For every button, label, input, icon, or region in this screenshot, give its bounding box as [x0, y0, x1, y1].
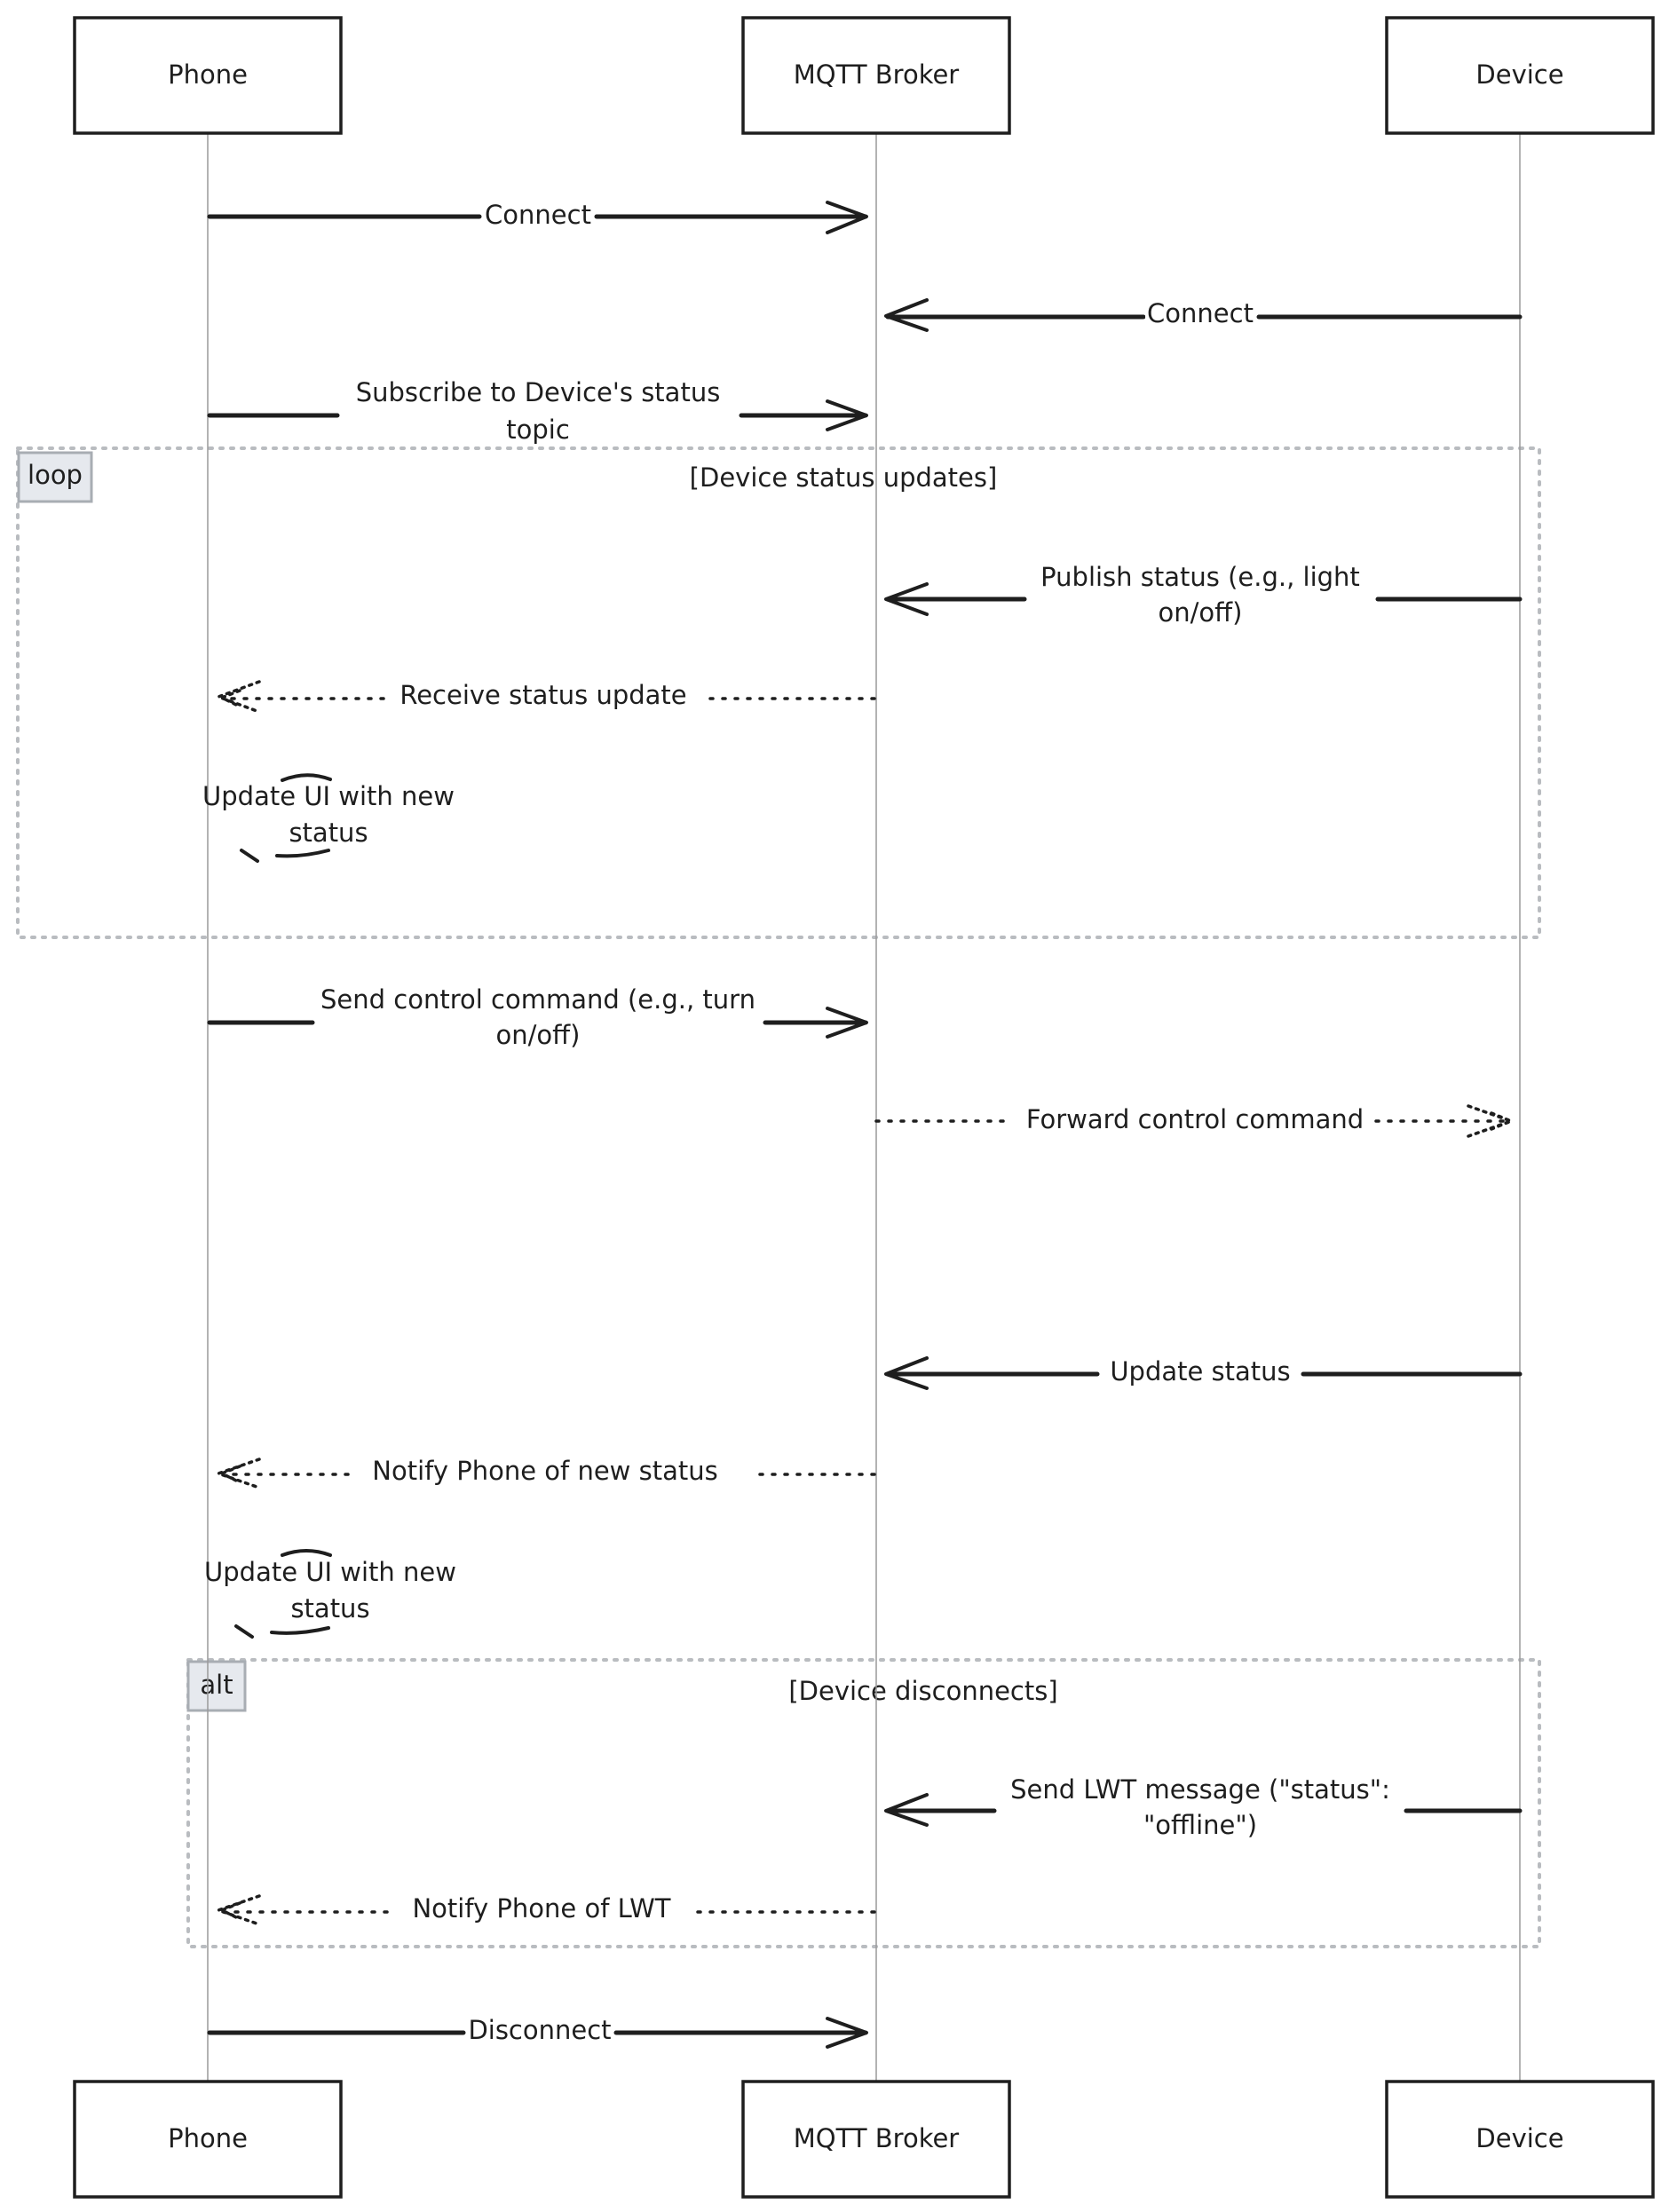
message-label-line2: "offline"): [1143, 1810, 1258, 1840]
message-self-update-ui-2: [204, 1551, 456, 1637]
self-message-line2: status: [290, 1593, 370, 1623]
participant-broker-bottom: [743, 2082, 1009, 2197]
message-label-line1: Publish status (e.g., light: [1040, 562, 1360, 592]
message-receive-status: [218, 680, 874, 712]
message-label: Notify Phone of LWT: [412, 1893, 671, 1924]
message-label: Connect: [485, 200, 591, 230]
self-message-line1: Update UI with new: [202, 781, 455, 811]
message-label: Update status: [1110, 1356, 1291, 1386]
message-subscribe: [210, 377, 866, 445]
loop-frame: [18, 448, 1539, 937]
message-label: Disconnect: [468, 2015, 612, 2045]
participant-device-bottom: [1387, 2082, 1653, 2197]
message-label: Notify Phone of new status: [372, 1456, 718, 1486]
participant-label: Device: [1475, 2123, 1564, 2153]
message-device-connect: [886, 298, 1520, 330]
participant-label: MQTT Broker: [793, 2123, 960, 2153]
message-send-control: [210, 984, 866, 1050]
participant-phone-bottom: [75, 2082, 341, 2197]
message-self-update-ui-1: [202, 775, 455, 861]
participant-label: MQTT Broker: [793, 59, 960, 90]
alt-condition: [Device disconnects]: [788, 1676, 1058, 1706]
participant-label: Device: [1475, 59, 1564, 90]
participant-device-top: [1387, 18, 1653, 133]
loop-label: loop: [28, 460, 83, 490]
message-send-lwt: [886, 1774, 1520, 1840]
message-label-line1: Subscribe to Device's status: [355, 377, 721, 407]
message-update-status: [886, 1356, 1520, 1388]
message-notify-lwt: [218, 1893, 874, 1924]
message-label-line2: on/off): [495, 1020, 581, 1050]
message-label-line1: Send control command (e.g., turn: [320, 984, 755, 1015]
message-forward-control: [876, 1104, 1511, 1136]
self-message-line2: status: [289, 818, 368, 848]
message-notify-new-status: [218, 1456, 874, 1488]
alt-label: alt: [200, 1670, 233, 1700]
message-label-line2: on/off): [1158, 597, 1243, 628]
loop-condition: [Device status updates]: [689, 462, 998, 493]
participant-broker-top: [743, 18, 1009, 133]
message-label-line1: Send LWT message ("status":: [1010, 1774, 1390, 1805]
participant-phone-top: [75, 18, 341, 133]
participant-label: Phone: [168, 2123, 248, 2153]
message-label: Forward control command: [1025, 1104, 1364, 1134]
message-publish-status: [886, 562, 1520, 628]
message-phone-connect: [210, 200, 866, 233]
message-label: Receive status update: [399, 680, 687, 710]
participant-label: Phone: [168, 59, 248, 90]
message-disconnect: [210, 2015, 866, 2047]
message-label: Connect: [1147, 298, 1254, 328]
self-message-line1: Update UI with new: [204, 1557, 456, 1587]
message-label-line2: topic: [506, 415, 570, 445]
